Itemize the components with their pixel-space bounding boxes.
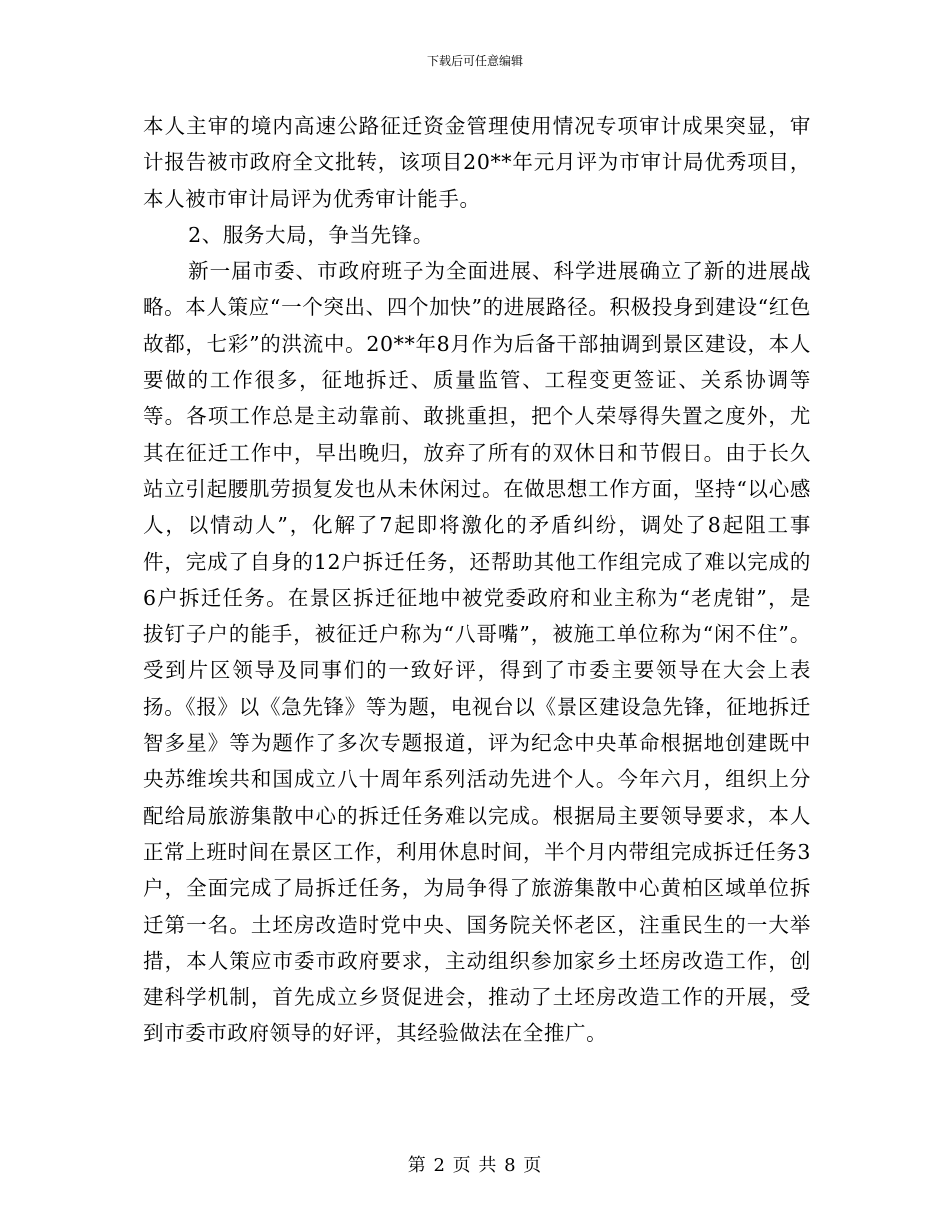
paragraph-main: 新一届市委、市政府班子为全面进展、科学进展确立了新的进展战略。本人策应“一个突出、四个加快”的进展路径。积极投身到建设“红色故都，七彩”的洪流中。20**年8月作为后备干部抽调到景区建设，本人要做的工作很多，征地拆迁、质量监管、工程变更签证、关系协调等等。各项工作总是主动靠前、敢挑重担，把个人荣辱得失置之度外，尤其在征迁工作中，早出晚归，放弃了所有的双休日和节假日。由于长久站立引起腰肌劳损复发也从未休闲过。在做思想工作方面，坚持“以心感人，以情动人”，化解了7起即将激化的矛盾纠纷，调处了8起阻工事件，完成了自身的12户拆迁任务，还帮助其他工作组完成了难以完成的6户拆迁任务。在景区拆迁征地中被党委政府和业主称为“老虎钳”，是拔钉子户的能手，被征迁户称为“八哥嘴”，被施工单位称为“闲不住”。受到片区领导及同事们的一致好评，得到了市委主要领导在大会上表扬。《报》以《急先锋》等为题，电视台以《景区建设急先锋，征地拆迁智多星》等为题作了多次专题报道，评为纪念中央革命根据地创建既中央苏维埃共和国成立八十周年系列活动先进个人。今年六月，组织上分配给局旅游集散中心的拆迁任务难以完成。根据局主要领导要求，本人正常上班时间在景区工作，利用休息时间，半个月内带组完成拆迁任务3户，全面完成了局拆迁任务，为局争得了旅游集散中心黄柏区域单位拆迁第一名。土坯房改造时党中央、国务院关怀老区，注重民生的一大举措，本人策应市委市政府要求，主动组织参加家乡土坯房改造工作，创建科学机制，首先成立乡贤促进会，推动了土坯房改造工作的开展，受到市委市政府领导的好评，其经验做法在全推广。 [143,259,811,1046]
document-body [143,108,811,1052]
paragraph-continuation: 本人主审的境内高速公路征迁资金管理使用情况专项审计成果突显，审计报告被市政府全文批转，该项目20**年元月评为市审计局优秀项目，本人被市审计局评为优秀审计能手。 [143,114,811,211]
page-number: 第 2 页 共 8 页 [407,1155,543,1176]
page-header-note: 下载后可任意编辑 [426,54,523,68]
section-heading: 2、服务大局，争当先锋。 [188,222,434,247]
